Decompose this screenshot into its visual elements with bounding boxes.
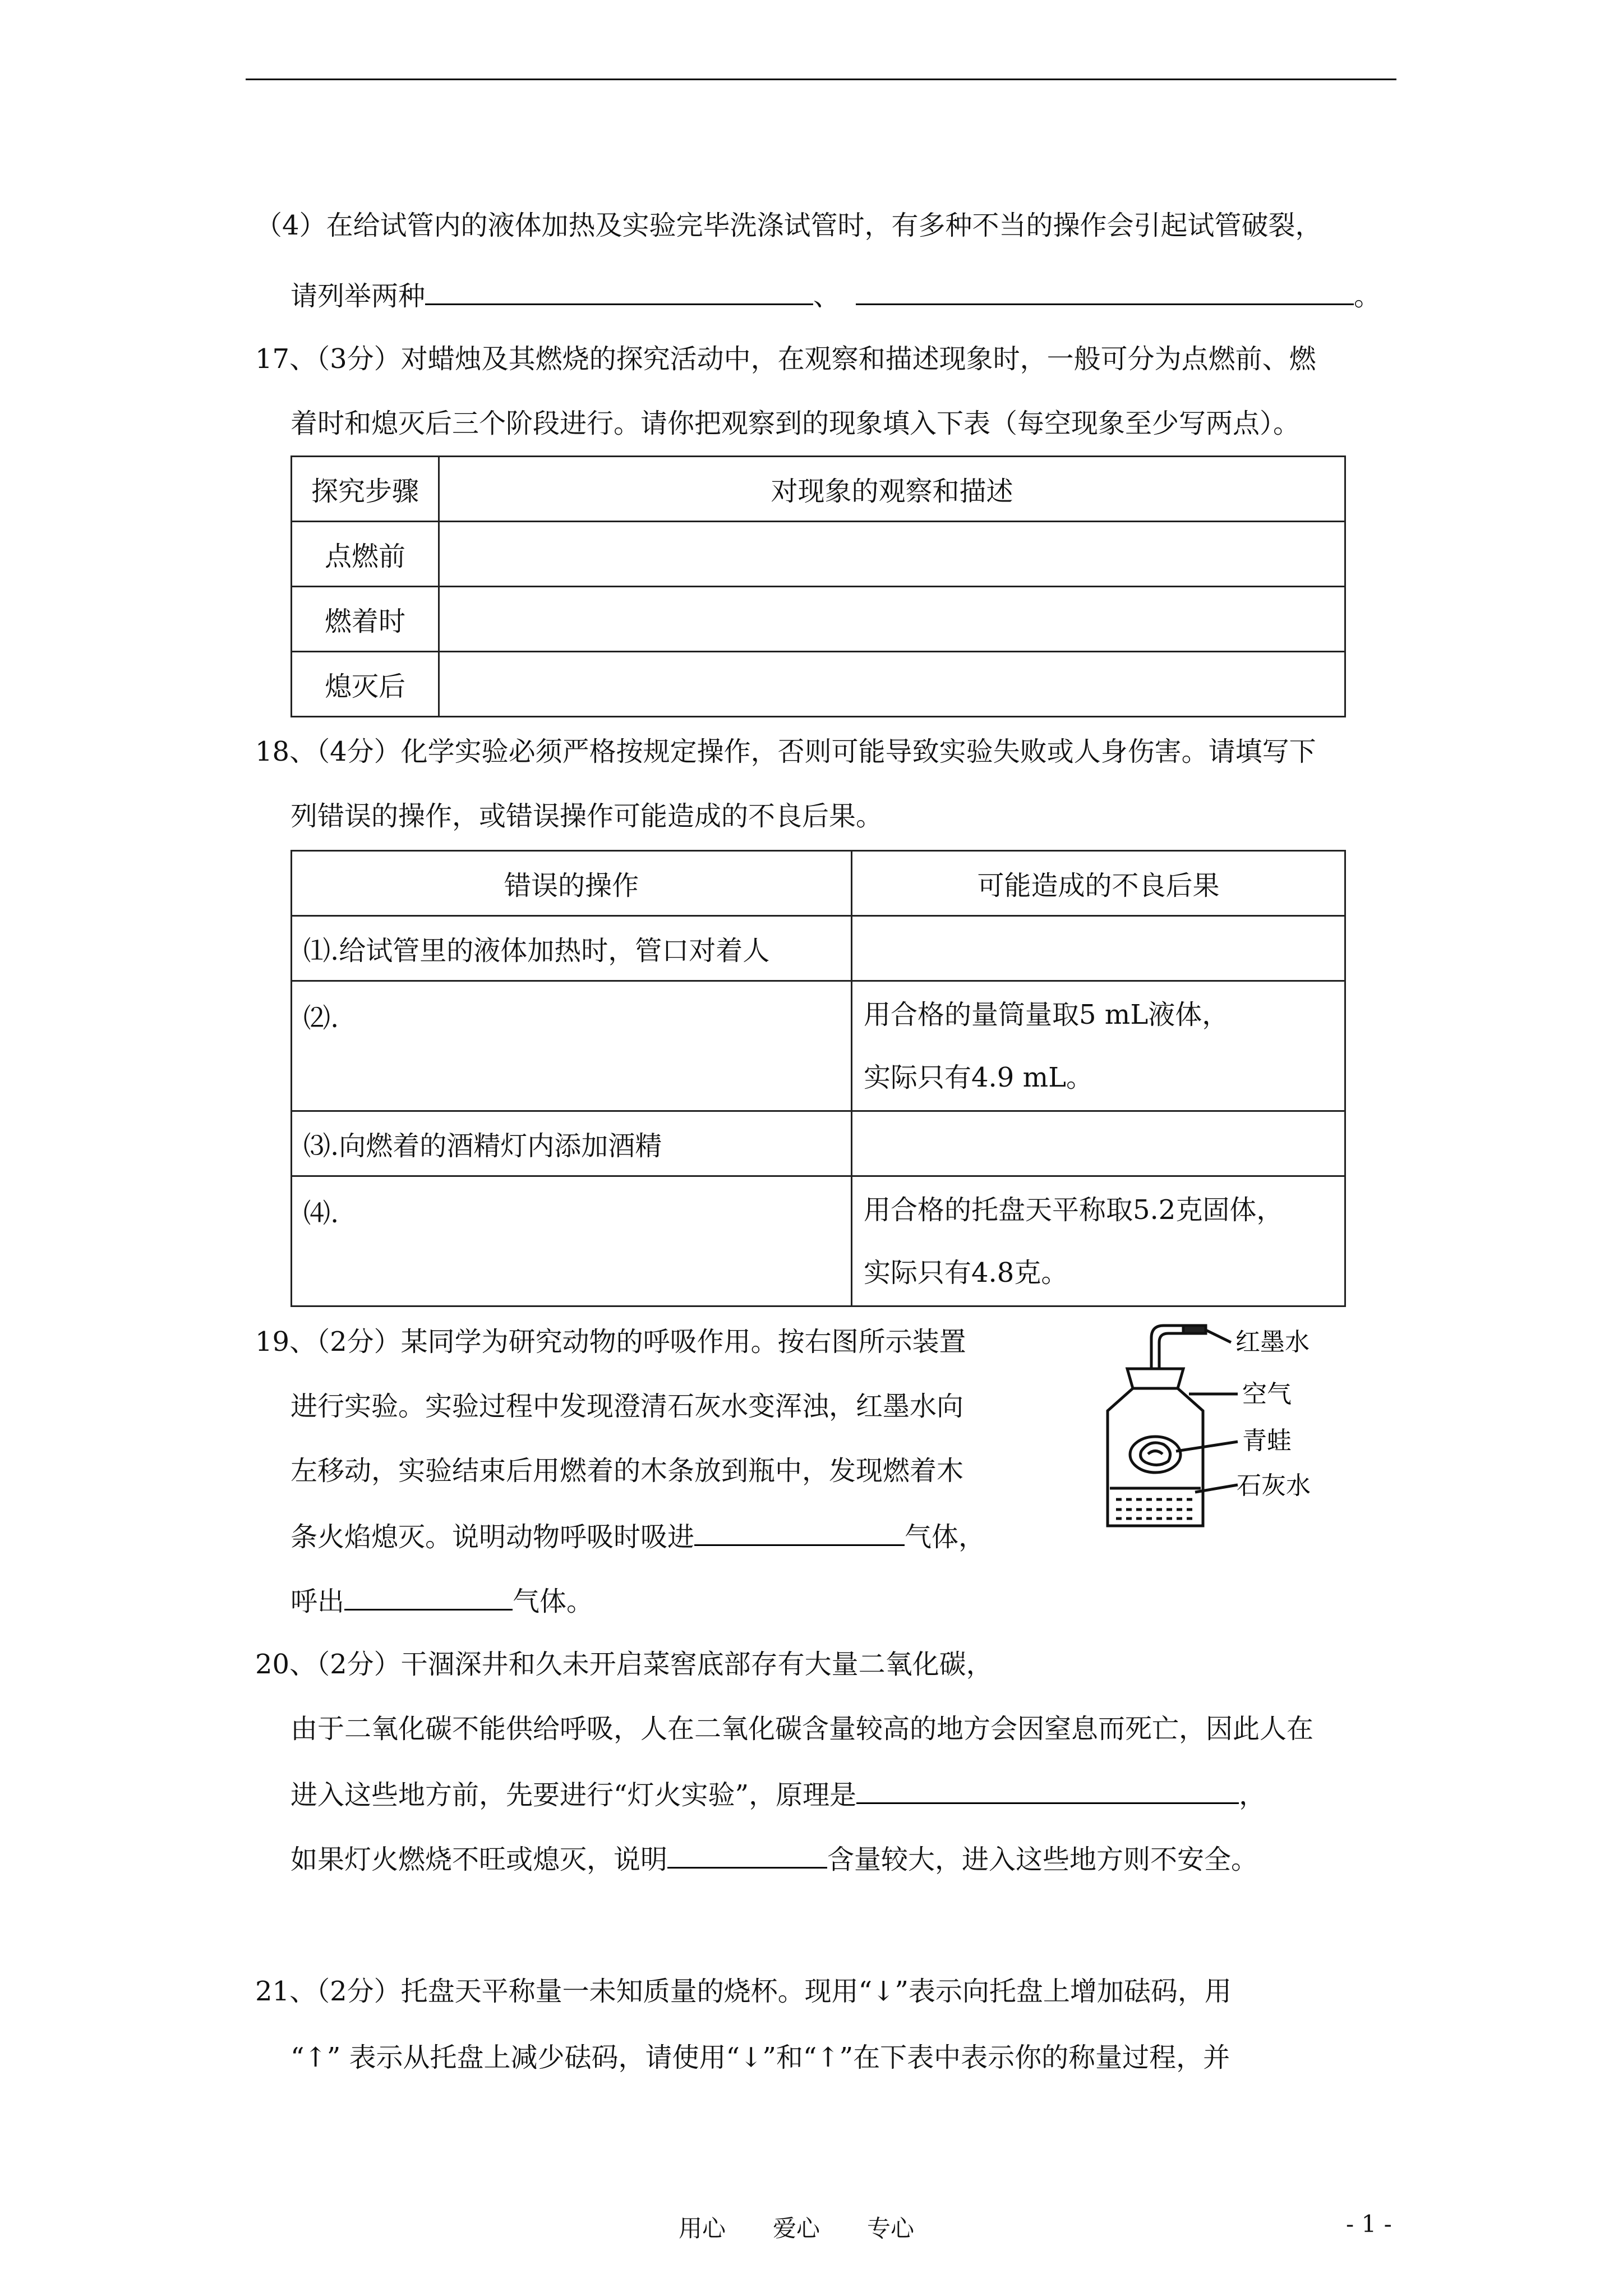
q19-line5: [291, 1583, 593, 1618]
table-row: [292, 587, 1345, 652]
answer-cell[interactable]: [439, 522, 1345, 587]
figure-label-lime-water: 石灰水: [1237, 1471, 1311, 1500]
q19-prompt: 条火焰熄灭。说明动物呼吸时吸进: [291, 1521, 695, 1553]
figure-label-frog: 青蛙: [1242, 1427, 1292, 1455]
q19-line1: 19、（2分）某同学为研究动物的呼吸作用。按右图所示装置: [255, 1326, 966, 1358]
figure-label-red-ink: 红墨水: [1235, 1328, 1310, 1356]
answer-blank[interactable]: [856, 1777, 1239, 1804]
answer-cell-operation[interactable]: [292, 981, 852, 1111]
answer-cell[interactable]: [439, 587, 1345, 652]
q21-line1: 21、（2分）托盘天平称量一未知质量的烧杯。现用“↓”表示向托盘上增加砝码，用: [255, 1976, 1232, 2007]
answer-blank[interactable]: [344, 1583, 513, 1611]
q18-table: [291, 850, 1346, 1307]
wrong-operation: ⑴.给试管里的液体加热时，管口对着人: [292, 916, 852, 981]
footer-slogan: 用心 爱心 专心: [679, 2215, 915, 2242]
answer-blank[interactable]: [694, 1519, 905, 1546]
answer-blank[interactable]: [667, 1841, 827, 1869]
q21-line2: “↑” 表示从托盘上减少砝码，请使用“↓”和“↑”在下表中表示你的称量过程，并: [291, 2042, 1230, 2073]
item-number: ⑷.: [303, 1198, 339, 1229]
stage-label: 熄灭后: [292, 652, 439, 717]
table-row: [292, 981, 1345, 1111]
q20-prompt: 如果灯火燃烧不旺或熄灭，说明: [291, 1844, 668, 1875]
table-row: [292, 522, 1345, 587]
answer-cell-operation[interactable]: [292, 1176, 852, 1306]
wrong-operation: ⑶.向燃着的酒精灯内添加酒精: [292, 1111, 852, 1176]
consequence-line: 用合格的量筒量取5 mL液体，: [864, 999, 1229, 1030]
q20-line2: 由于二氧化碳不能供给呼吸，人在二氧化碳含量较高的地方会因窒息而死亡，因此人在: [291, 1713, 1314, 1745]
period: 。: [1354, 280, 1381, 312]
answer-blank[interactable]: [425, 278, 813, 305]
q17-line1: 17、（3分）对蜡烛及其燃烧的探究活动中，在观察和描述现象时，一般可分为点燃前、燃: [255, 343, 1316, 375]
consequence: [852, 981, 1345, 1111]
q16-4-line2: [291, 278, 1381, 313]
figure-label-air: 空气: [1242, 1380, 1292, 1409]
separator: 、: [813, 280, 841, 312]
consequence-line: 用合格的托盘天平称取5.2克固体，: [864, 1194, 1284, 1226]
table-header-row: [292, 457, 1345, 522]
q20-line4: [291, 1841, 1258, 1876]
q20-suffix: 含量较大，进入这些地方则不安全。: [827, 1844, 1258, 1875]
consequence-line: 实际只有4.9 mL。: [864, 1061, 1093, 1093]
answer-cell[interactable]: [439, 652, 1345, 717]
stage-label: 燃着时: [292, 587, 439, 652]
consequence-line: 实际只有4.8克。: [864, 1257, 1068, 1289]
stage-label: 点燃前: [292, 522, 439, 587]
table-header-row: [292, 851, 1345, 916]
frog-respiration-apparatus-figure: [1085, 1310, 1366, 1545]
q19-suffix: 气体。: [513, 1586, 594, 1617]
q19-line4: [291, 1519, 985, 1554]
q19-line3: 左移动，实验结束后用燃着的木条放到瓶中，发现燃着木: [291, 1455, 964, 1487]
q17-table: [291, 455, 1346, 717]
table-row: [292, 1111, 1345, 1176]
answer-cell[interactable]: [852, 1111, 1345, 1176]
q20-prompt: 进入这些地方前，先要进行“灯火实验”，原理是: [291, 1779, 857, 1811]
table-row: [292, 652, 1345, 717]
q18-line2: 列错误的操作，或错误操作可能造成的不良后果。: [291, 800, 883, 832]
q20-line1: 20、（2分）干涸深井和久未开启菜窖底部存有大量二氧化碳，: [255, 1649, 993, 1680]
q19-line2: 进行实验。实验过程中发现澄清石灰水变浑浊，红墨水向: [291, 1391, 964, 1422]
answer-cell[interactable]: [852, 916, 1345, 981]
table-row: [292, 916, 1345, 981]
consequence: [852, 1176, 1345, 1306]
q16-4-prompt: 请列举两种: [291, 280, 426, 312]
q19-suffix: 气体，: [905, 1521, 986, 1553]
q20-suffix: ，: [1239, 1779, 1266, 1811]
table-header: 探究步骤: [292, 457, 439, 522]
q16-4-line1: （4）在给试管内的液体加热及实验完毕洗涤试管时，有多种不当的操作会引起试管破裂，: [255, 210, 1322, 241]
table-header: 错误的操作: [292, 851, 852, 916]
q19-prompt: 呼出: [291, 1586, 345, 1617]
q18-line1: 18、（4分）化学实验必须严格按规定操作，否则可能导致实验失败或人身伤害。请填写下: [255, 736, 1316, 767]
table-row: [292, 1176, 1345, 1306]
table-header: 可能造成的不良后果: [852, 851, 1345, 916]
header-rule: [246, 79, 1396, 80]
item-number: ⑵.: [303, 1002, 339, 1034]
q20-line3: [291, 1777, 1266, 1812]
answer-blank[interactable]: [856, 278, 1354, 305]
table-header: 对现象的观察和描述: [439, 457, 1345, 522]
q17-line2: 着时和熄灭后三个阶段进行。请你把观察到的现象填入下表（每空现象至少写两点）。: [291, 408, 1301, 439]
page-number: - 1 -: [1346, 2210, 1392, 2238]
